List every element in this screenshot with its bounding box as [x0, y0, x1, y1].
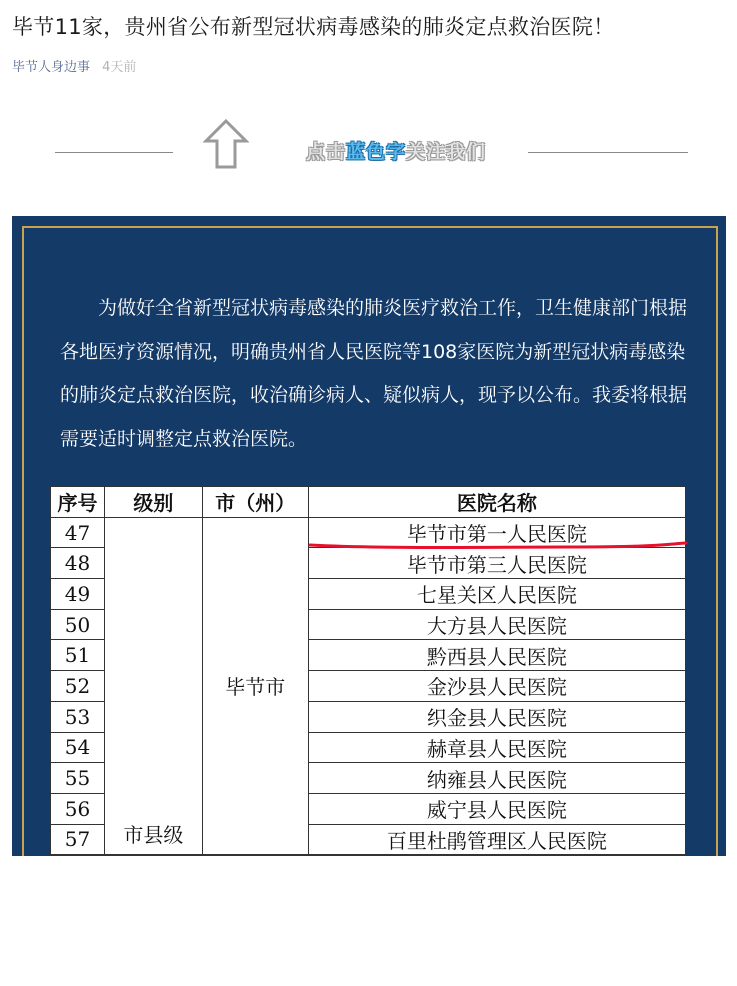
row-number: 49: [51, 579, 105, 610]
city-cell: 毕节市: [202, 517, 308, 855]
follow-suffix: 关注我们: [406, 141, 487, 163]
header-city: 市（州）: [202, 487, 308, 518]
follow-banner[interactable]: [0, 115, 737, 175]
notice-text: 为做好全省新型冠状病毒感染的肺炎医疗救治工作，卫生健康部门根据各地医疗资源情况，明确贵州省人民医院等108家医院为新型冠状病毒感染的肺炎定点救治医院，收治确诊病人、疑似病人，现予以公布。我委将根据需要适时调整定点救治医院。: [60, 297, 688, 450]
table-header-row: [51, 487, 686, 518]
row-number: 57: [51, 824, 105, 855]
row-number: 56: [51, 793, 105, 824]
follow-prefix: 点击: [306, 141, 347, 163]
up-arrow-icon: [203, 118, 249, 170]
divider-right: [528, 152, 688, 153]
level-cell: 市县级: [104, 517, 202, 855]
row-number: 47: [51, 517, 105, 548]
red-underline-annotation: [308, 540, 688, 552]
article-title: 毕节11家，贵州省公布新型冠状病毒感染的肺炎定点救治医院！: [12, 15, 615, 39]
hospital-name: 纳雍县人民医院: [308, 763, 685, 794]
publish-time: 4天前: [102, 60, 137, 75]
row-number: 48: [51, 548, 105, 579]
follow-highlight: 蓝色字: [346, 141, 407, 163]
hospital-name: 织金县人民医院: [308, 701, 685, 732]
row-number: 55: [51, 763, 105, 794]
header-number: 序号: [51, 487, 105, 518]
header-level: 级别: [104, 487, 202, 518]
row-number: 52: [51, 671, 105, 702]
hospital-name: 赫章县人民医院: [308, 732, 685, 763]
hospital-name: 大方县人民医院: [308, 609, 685, 640]
author-link[interactable]: 毕节人身边事: [12, 60, 91, 75]
hospital-name: 七星关区人民医院: [308, 579, 685, 610]
notice-paragraph: [60, 287, 692, 461]
hospital-name: 百里杜鹃管理区人民医院: [308, 824, 685, 855]
article-meta: [12, 56, 136, 75]
hospital-name: 黔西县人民医院: [308, 640, 685, 671]
divider-left: [55, 152, 173, 153]
header-hospital: 医院名称: [308, 487, 685, 518]
row-number: 51: [51, 640, 105, 671]
hospital-name: 毕节市第三人民医院: [308, 548, 685, 579]
row-number: 53: [51, 701, 105, 732]
hospital-name: 毕节市第一人民医院: [308, 517, 685, 548]
row-number: 50: [51, 609, 105, 640]
notice-image: [12, 216, 726, 856]
hospital-name: 威宁县人民医院: [308, 793, 685, 824]
row-number: 54: [51, 732, 105, 763]
hospital-name: 金沙县人民医院: [308, 671, 685, 702]
follow-text[interactable]: [306, 137, 486, 164]
